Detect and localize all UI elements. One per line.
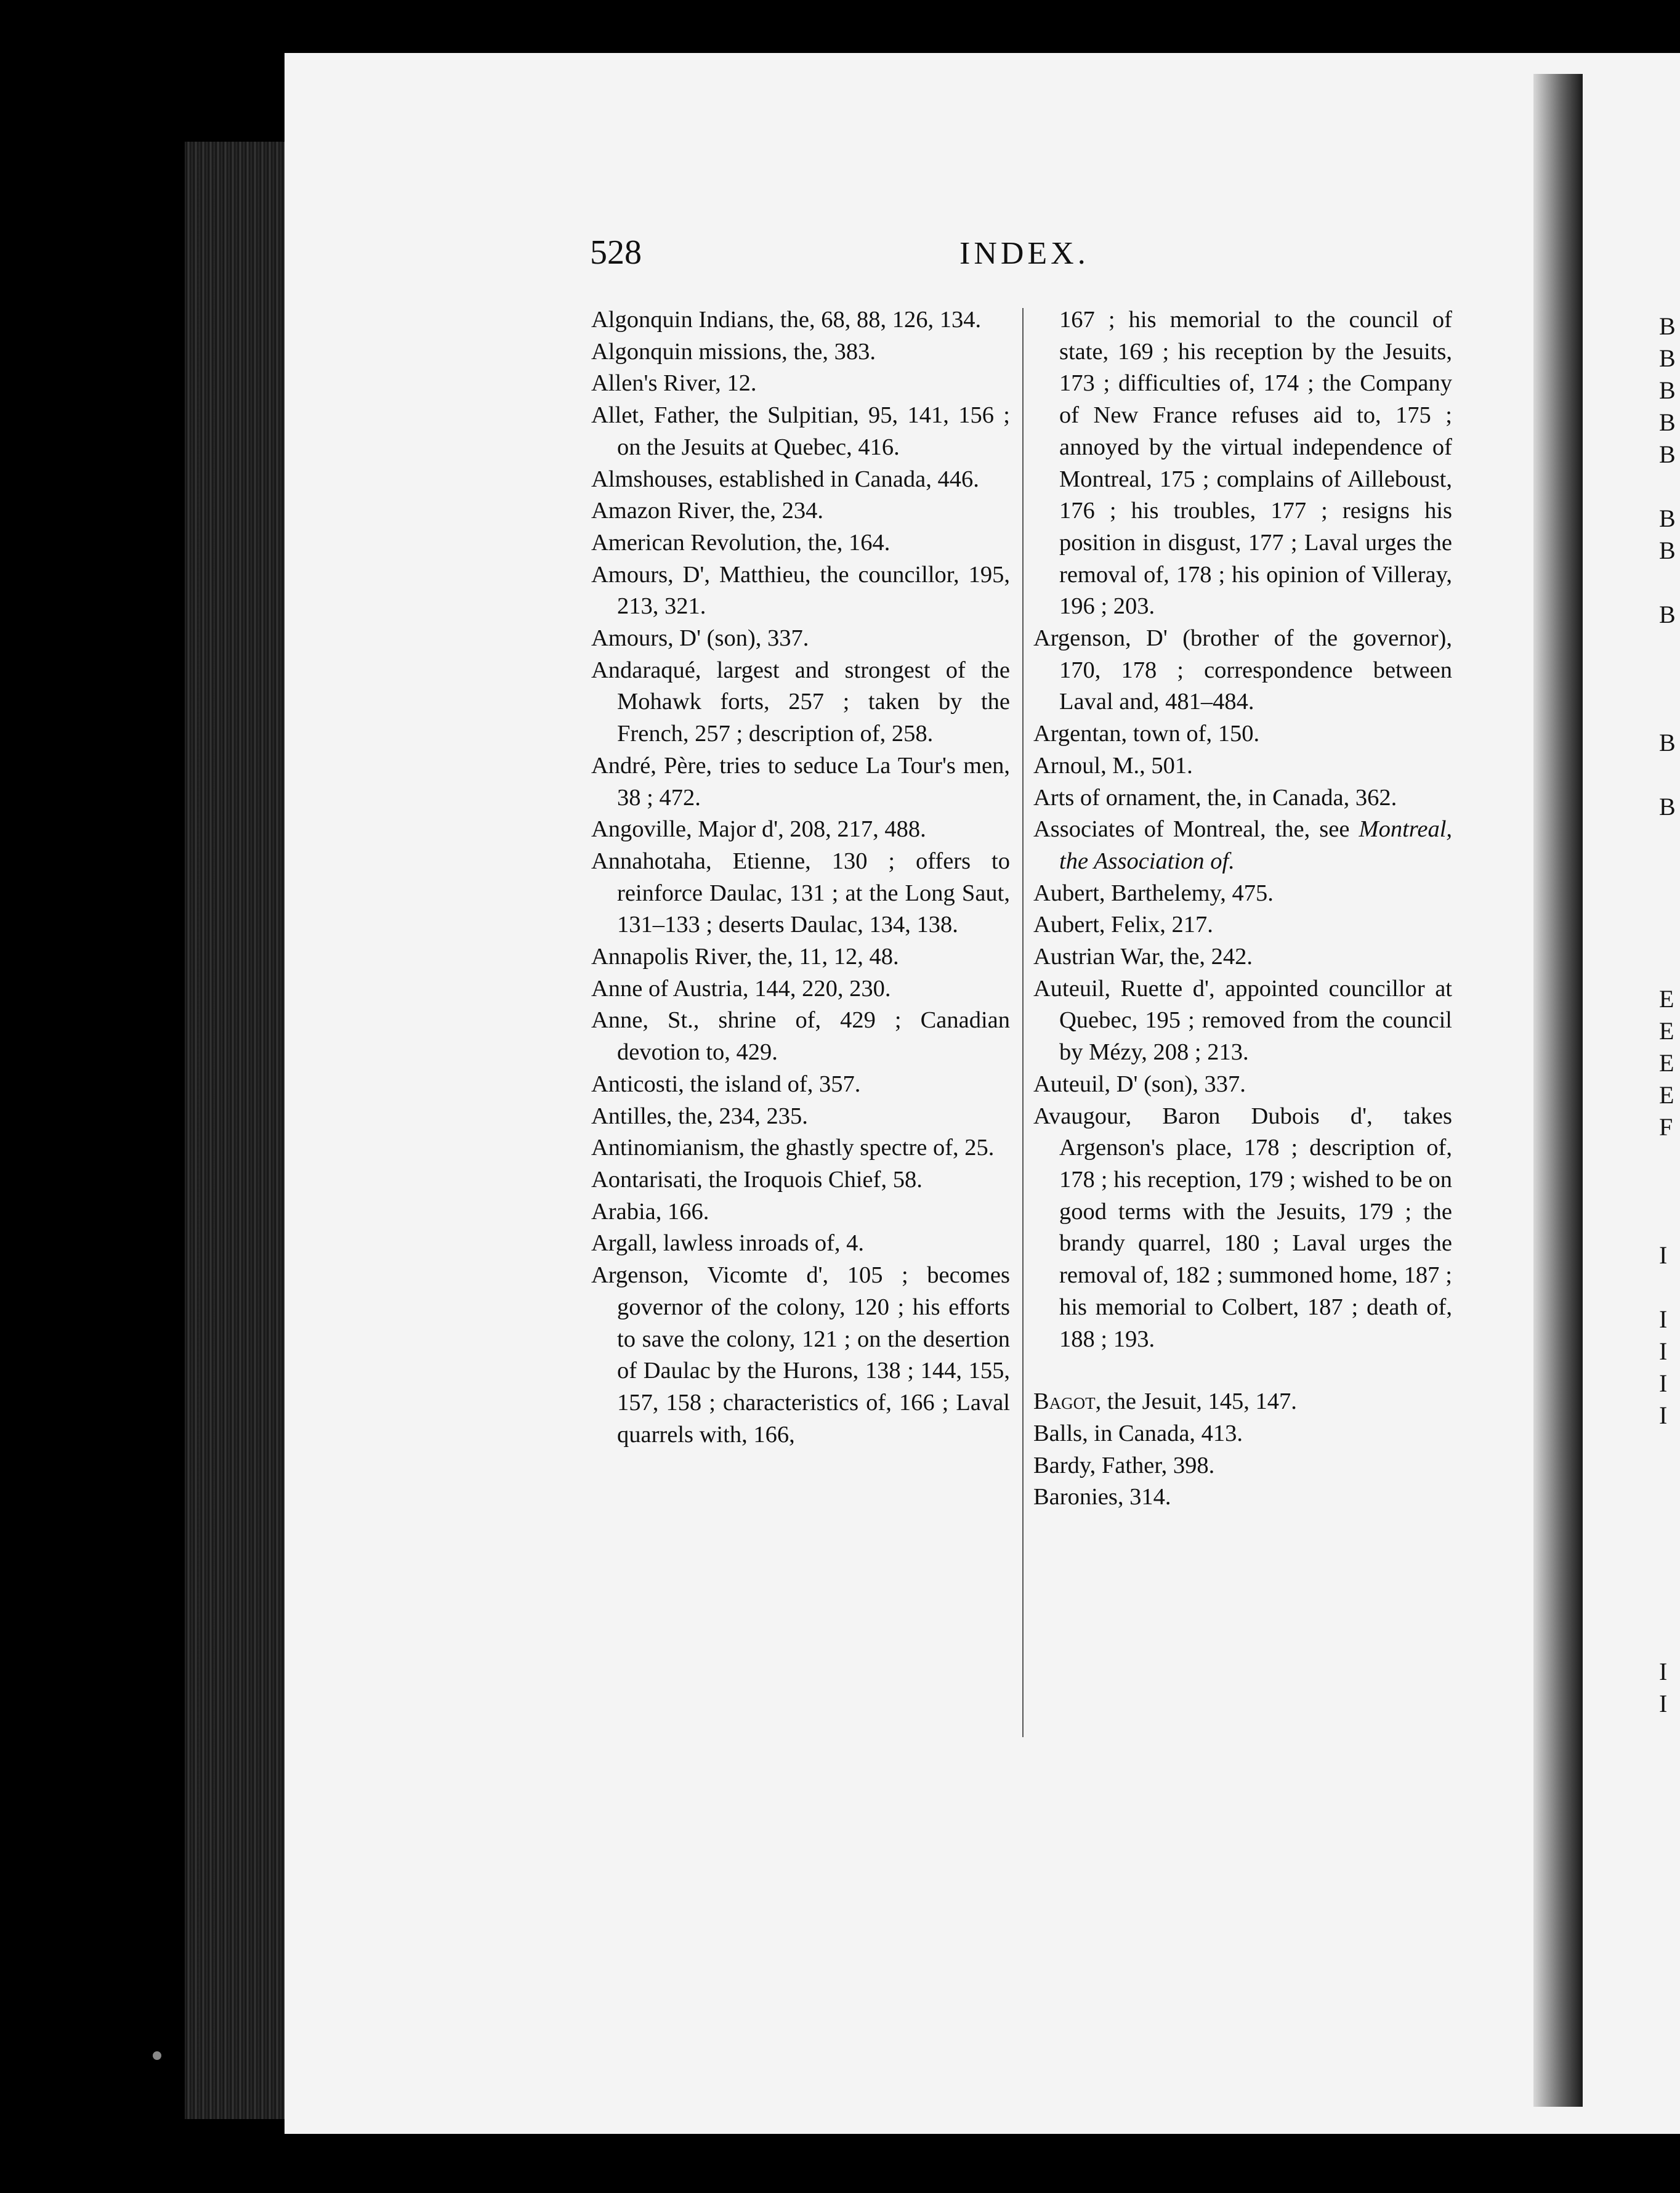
index-entry: Argentan, town of, 150. (1033, 721, 1260, 747)
index-entry-text: Associates of Montreal, the, see (1033, 816, 1350, 843)
facing-page-fragment: E (1659, 1049, 1674, 1077)
index-entry: Algonquin Indians, the, 68, 88, 126, 134. (591, 307, 982, 333)
facing-page-fragment: B (1659, 344, 1676, 372)
index-entry: Argenson, Vicomte d', 105 ; becomes governor of the colony, 120 ; his efforts to save the colony, 121 ; on the desertion of Daulac by the Hurons, 138 ; 144, 155, 157, 158 ; characteristics of, 166 ; Laval quarrels with, 166, (591, 1262, 1010, 1448)
facing-page-fragment: B (1659, 408, 1676, 436)
index-entry: Anne, St., shrine of, 429 ; Canadian devotion to, 429. (591, 1007, 1010, 1066)
index-entry: Baronies, 314. (1033, 1484, 1171, 1510)
facing-page-fragment: I (1659, 1369, 1668, 1397)
index-column-right (1033, 304, 1452, 1514)
facing-page-fragment: B (1659, 505, 1676, 532)
index-entry: Antilles, the, 234, 235. (591, 1103, 808, 1129)
index-entry: Andaraqué, largest and strongest of the Mohawk forts, 257 ; taken by the French, 257 ; description of, 258. (591, 657, 1010, 747)
facing-page-fragment: E (1659, 1017, 1674, 1045)
index-entry: Aubert, Felix, 217. (1033, 912, 1213, 938)
index-entry-head: Bagot (1033, 1388, 1096, 1415)
index-entry: Amazon River, the, 234. (591, 498, 823, 524)
index-entry: Avaugour, Baron Dubois d', takes Argenson's place, 178 ; description of, 178 ; his reception, 179 ; wished to be on good terms with the Jesuits, 179 ; the brandy quarrel, 180 ; Laval urges the removal of, 182 ; summoned home, 187 ; his memorial to Colbert, 187 ; death of, 188 ; 193. (1033, 1103, 1452, 1352)
index-entry: Amours, D', Matthieu, the councillor, 195, 213, 321. (591, 561, 1010, 620)
index-entry-continuation: 167 ; his memorial to the council of state, 169 ; his reception by the Jesuits, 173 ; difficulties of, 174 ; the Company of New France refuses aid to, 175 ; annoyed by the virtual independence of Montreal, 175 ; complains of Ailleboust, 176 ; his troubles, 177 ; resigns his position in disgust, 177 ; Laval urges the removal of, 178 ; his opinion of Villeray, 196 ; 203. (1059, 307, 1452, 620)
index-entry (1033, 814, 1452, 877)
facing-page-fragment: F (1659, 1113, 1673, 1141)
index-entry: Balls, in Canada, 413. (1033, 1420, 1243, 1446)
facing-page-fragment: B (1659, 793, 1676, 821)
index-entry: American Revolution, the, 164. (591, 529, 890, 556)
facing-page-fragment: I (1659, 1241, 1668, 1269)
index-entry: Annapolis River, the, 11, 12, 48. (591, 944, 899, 970)
index-entry: Annahotaha, Etienne, 130 ; offers to reinforce Daulac, 131 ; at the Long Saut, 131–133 ; deserts Daulac, 134, 138. (591, 848, 1010, 938)
index-entry: Argenson, D' (brother of the governor), 170, 178 ; correspondence between Laval and, 481–484. (1033, 625, 1452, 715)
index-entry: Auteuil, Ruette d', appointed councillor at Quebec, 195 ; removed from the council by Mézy, 208 ; 213. (1033, 975, 1452, 1066)
index-entry: Angoville, Major d', 208, 217, 488. (591, 816, 926, 843)
running-head: INDEX. (959, 236, 1089, 271)
column-divider (1022, 308, 1024, 1737)
index-entry: Austrian War, the, 242. (1033, 944, 1253, 970)
index-entry: Auteuil, D' (son), 337. (1033, 1071, 1246, 1097)
facing-page-fragment: I (1659, 1690, 1668, 1717)
index-entry: Arnoul, M., 501. (1033, 752, 1193, 779)
facing-page-fragment: E (1659, 985, 1674, 1013)
page-number: 528 (590, 233, 642, 272)
facing-page-fragment: B (1659, 601, 1676, 628)
index-entry: Bardy, Father, 398. (1033, 1452, 1215, 1478)
facing-page-edge (1584, 53, 1680, 2134)
facing-page-fragment: B (1659, 312, 1676, 340)
index-entry (1033, 1386, 1452, 1418)
section-gap (1033, 1355, 1452, 1386)
index-entry: Allen's River, 12. (591, 370, 757, 397)
facing-page-fragment: B (1659, 376, 1676, 404)
facing-page-fragment: I (1659, 1337, 1668, 1365)
index-entry: Antinomianism, the ghastly spectre of, 25. (591, 1135, 995, 1161)
facing-page-fragment: B (1659, 440, 1676, 468)
facing-page-fragment: E (1659, 1081, 1674, 1109)
facing-page-fragment: I (1659, 1401, 1668, 1429)
facing-page-fragment: I (1659, 1658, 1668, 1685)
index-entry: Algonquin missions, the, 383. (591, 338, 876, 365)
index-entry: Anne of Austria, 144, 220, 230. (591, 975, 891, 1002)
index-entry: Amours, D' (son), 337. (591, 625, 809, 652)
index-entry: Arabia, 166. (591, 1198, 709, 1225)
index-entry-text: , the Jesuit, 145, 147. (1095, 1388, 1297, 1415)
book-fore-edge (185, 142, 289, 2119)
index-entry: Argall, lawless inroads of, 4. (591, 1230, 865, 1257)
facing-page-fragment: B (1659, 729, 1676, 756)
index-column-left (591, 304, 1010, 1451)
index-entry: Allet, Father, the Sulpitian, 95, 141, 156 ; on the Jesuits at Quebec, 416. (591, 402, 1010, 460)
index-entry: Aubert, Barthelemy, 475. (1033, 880, 1274, 906)
facing-page-fragment: B (1659, 537, 1676, 564)
index-entry: Aontarisati, the Iroquois Chief, 58. (591, 1166, 923, 1193)
index-entry: André, Père, tries to seduce La Tour's men, 38 ; 472. (591, 752, 1010, 811)
index-entry: Anticosti, the island of, 357. (591, 1071, 861, 1097)
index-entry: Arts of ornament, the, in Canada, 362. (1033, 784, 1397, 811)
page-fold-shadow (1533, 74, 1583, 2107)
dust-speck (153, 2051, 161, 2060)
index-entry: Almshouses, established in Canada, 446. (591, 466, 979, 492)
facing-page-fragment: I (1659, 1305, 1668, 1333)
cross-reference: Montreal, the Association of. (1059, 816, 1453, 874)
